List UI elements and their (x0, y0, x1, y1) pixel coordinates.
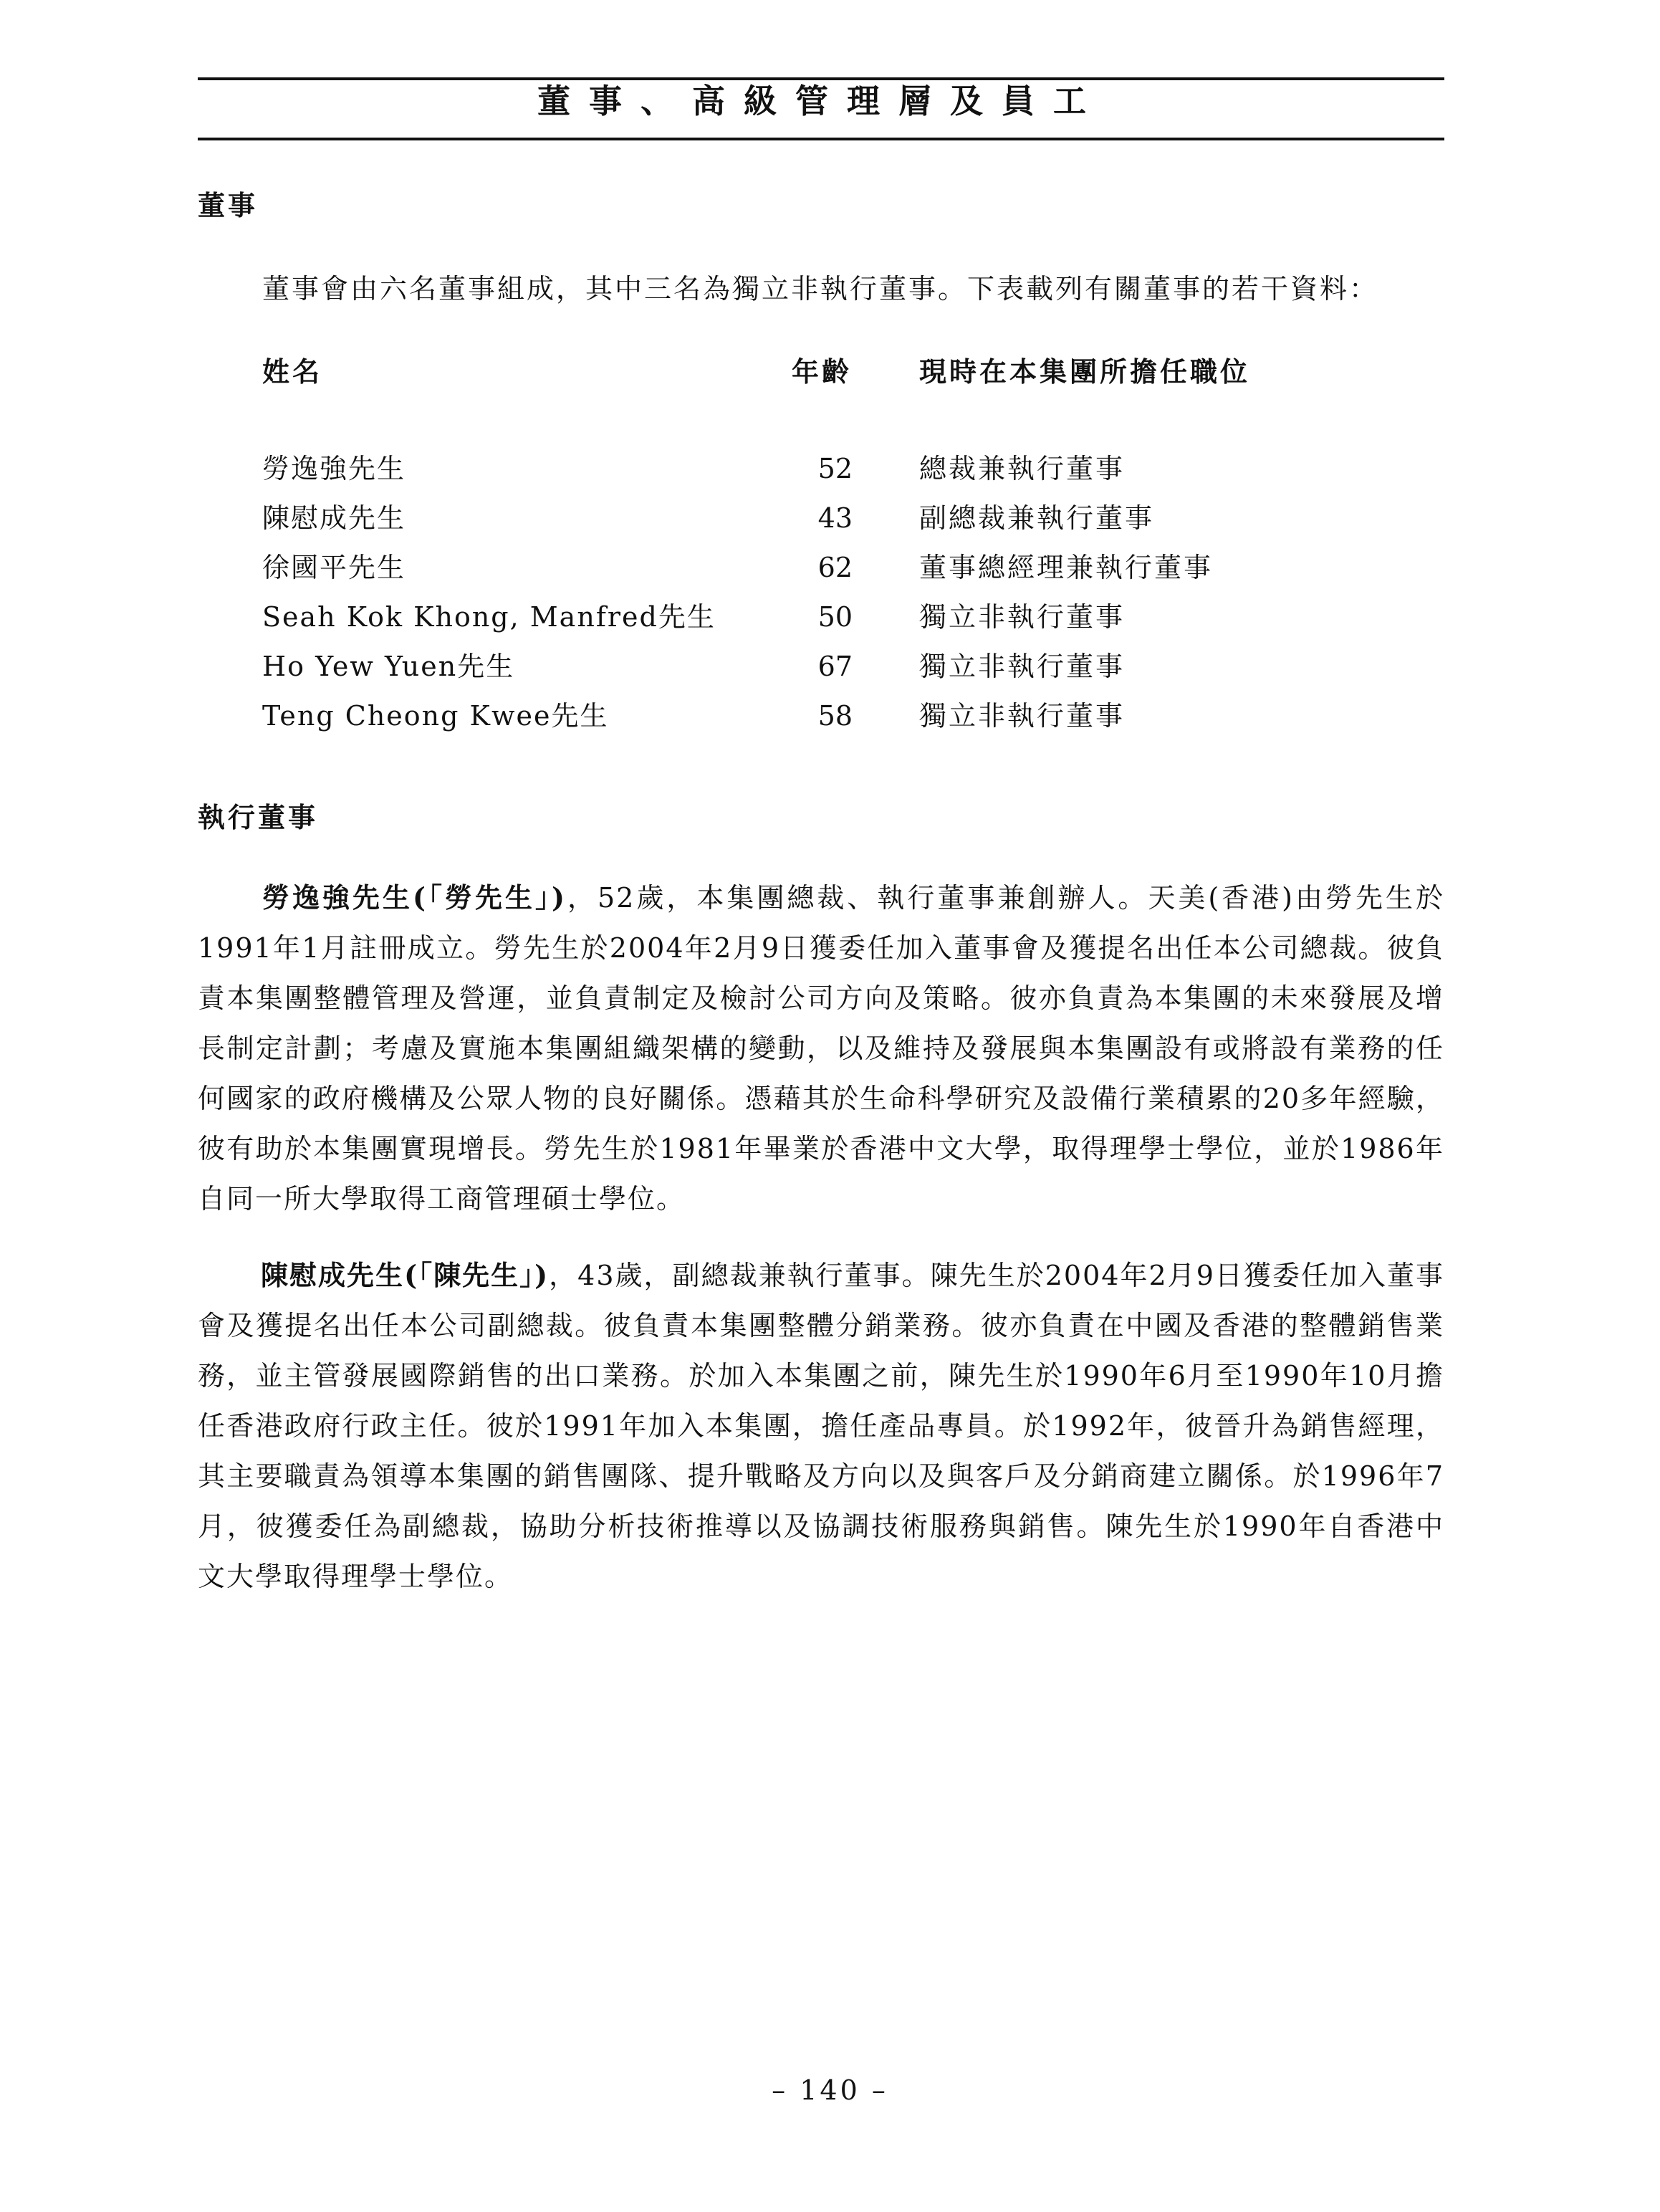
director-age: 52 (817, 453, 853, 484)
director-name: 陳慰成先生 (262, 502, 406, 534)
table-header-name: 姓名 (262, 355, 323, 388)
bio-text: ，43歲，副總裁兼執行董事。陳先生於2004年2月9日獲委任加入董事會及獲提名出任本公司副總裁。彼負責本集團整體分銷業務。彼亦負責在中國及香港的整體銷售業務，並主管發展國際銷售的出口業務。於加入本集團之前，陳先生於1990年6月至1990年10月擔任香港政府行政主任。彼於1991年加入本集團，擔任產品專員。於1992年，彼晉升為銷售經理，其主要職責為領導本集團的銷售團隊、提升戰略及方向以及與客戶及分銷商建立關係。於1996年7月，彼獲委任為副總裁，協助分析技術推導以及協調技術服務與銷售。陳先生於1990年自香港中文大學取得理學士學位。 (198, 1260, 1444, 1592)
page-number: – 140 – (772, 2074, 888, 2106)
header-top-rule (198, 77, 1444, 80)
director-name: Teng Cheong Kwee先生 (262, 700, 609, 732)
bio-lead-name: 勞逸強先生(「勞先生」) (261, 881, 566, 914)
director-name: Ho Yew Yuen先生 (262, 651, 515, 682)
director-position: 總裁兼執行董事 (919, 453, 1126, 484)
page-header-title: 董事、高級管理層及員工 (537, 82, 1105, 120)
director-age: 62 (817, 552, 853, 583)
director-age: 58 (817, 700, 853, 732)
director-age: 67 (817, 651, 853, 682)
header-bottom-rule (198, 138, 1444, 140)
directors-intro-text: 董事會由六名董事組成，其中三名為獨立非執行董事。下表載列有關董事的若干資料： (262, 273, 1379, 305)
director-position: 獨立非執行董事 (919, 651, 1126, 682)
director-name: Seah Kok Khong, Manfred先生 (262, 601, 716, 633)
bio-text: ，52歲，本集團總裁、執行董事兼創辦人。天美(香港)由勞先生於1991年1月註冊成立。勞先生於2004年2月9日獲委任加入董事會及獲提名出任本公司總裁。彼負責本集團整體管理及營運，並負責制定及檢討公司方向及策略。彼亦負責為本集團的未來發展及增長制定計劃；考慮及實施本集團組織架構的變動，以及維持及發展與本集團設有或將設有業務的任何國家的政府機構及公眾人物的良好關係。憑藉其於生命科學研究及設備行業積累的20多年經驗，彼有助於本集團實現增長。勞先生於1981年畢業於香港中文大學，取得理學士學位，並於1986年自同一所大學取得工商管理碩士學位。 (198, 882, 1444, 1215)
director-position: 獨立非執行董事 (919, 601, 1126, 633)
bio-lead-name: 陳慰成先生(「陳先生」) (261, 1259, 550, 1291)
table-header-position: 現時在本集團所擔任職位 (919, 355, 1251, 388)
bio-paragraph (198, 873, 1444, 1224)
director-name: 勞逸強先生 (262, 453, 406, 484)
director-age: 43 (817, 502, 853, 534)
table-row (0, 504, 1660, 547)
director-age: 50 (817, 601, 853, 633)
table-row (0, 702, 1660, 745)
table-header-age: 年齡 (792, 355, 853, 388)
director-position: 副總裁兼執行董事 (919, 502, 1155, 534)
section-heading-directors: 董事 (198, 189, 259, 221)
table-row (0, 455, 1660, 498)
director-position: 獨立非執行董事 (919, 700, 1126, 732)
bio-paragraph (198, 1250, 1444, 1601)
table-row (0, 554, 1660, 597)
section-heading-executive-directors: 執行董事 (198, 801, 319, 833)
director-position: 董事總經理兼執行董事 (919, 552, 1214, 583)
director-name: 徐國平先生 (262, 552, 406, 583)
table-row (0, 653, 1660, 696)
table-row (0, 603, 1660, 646)
